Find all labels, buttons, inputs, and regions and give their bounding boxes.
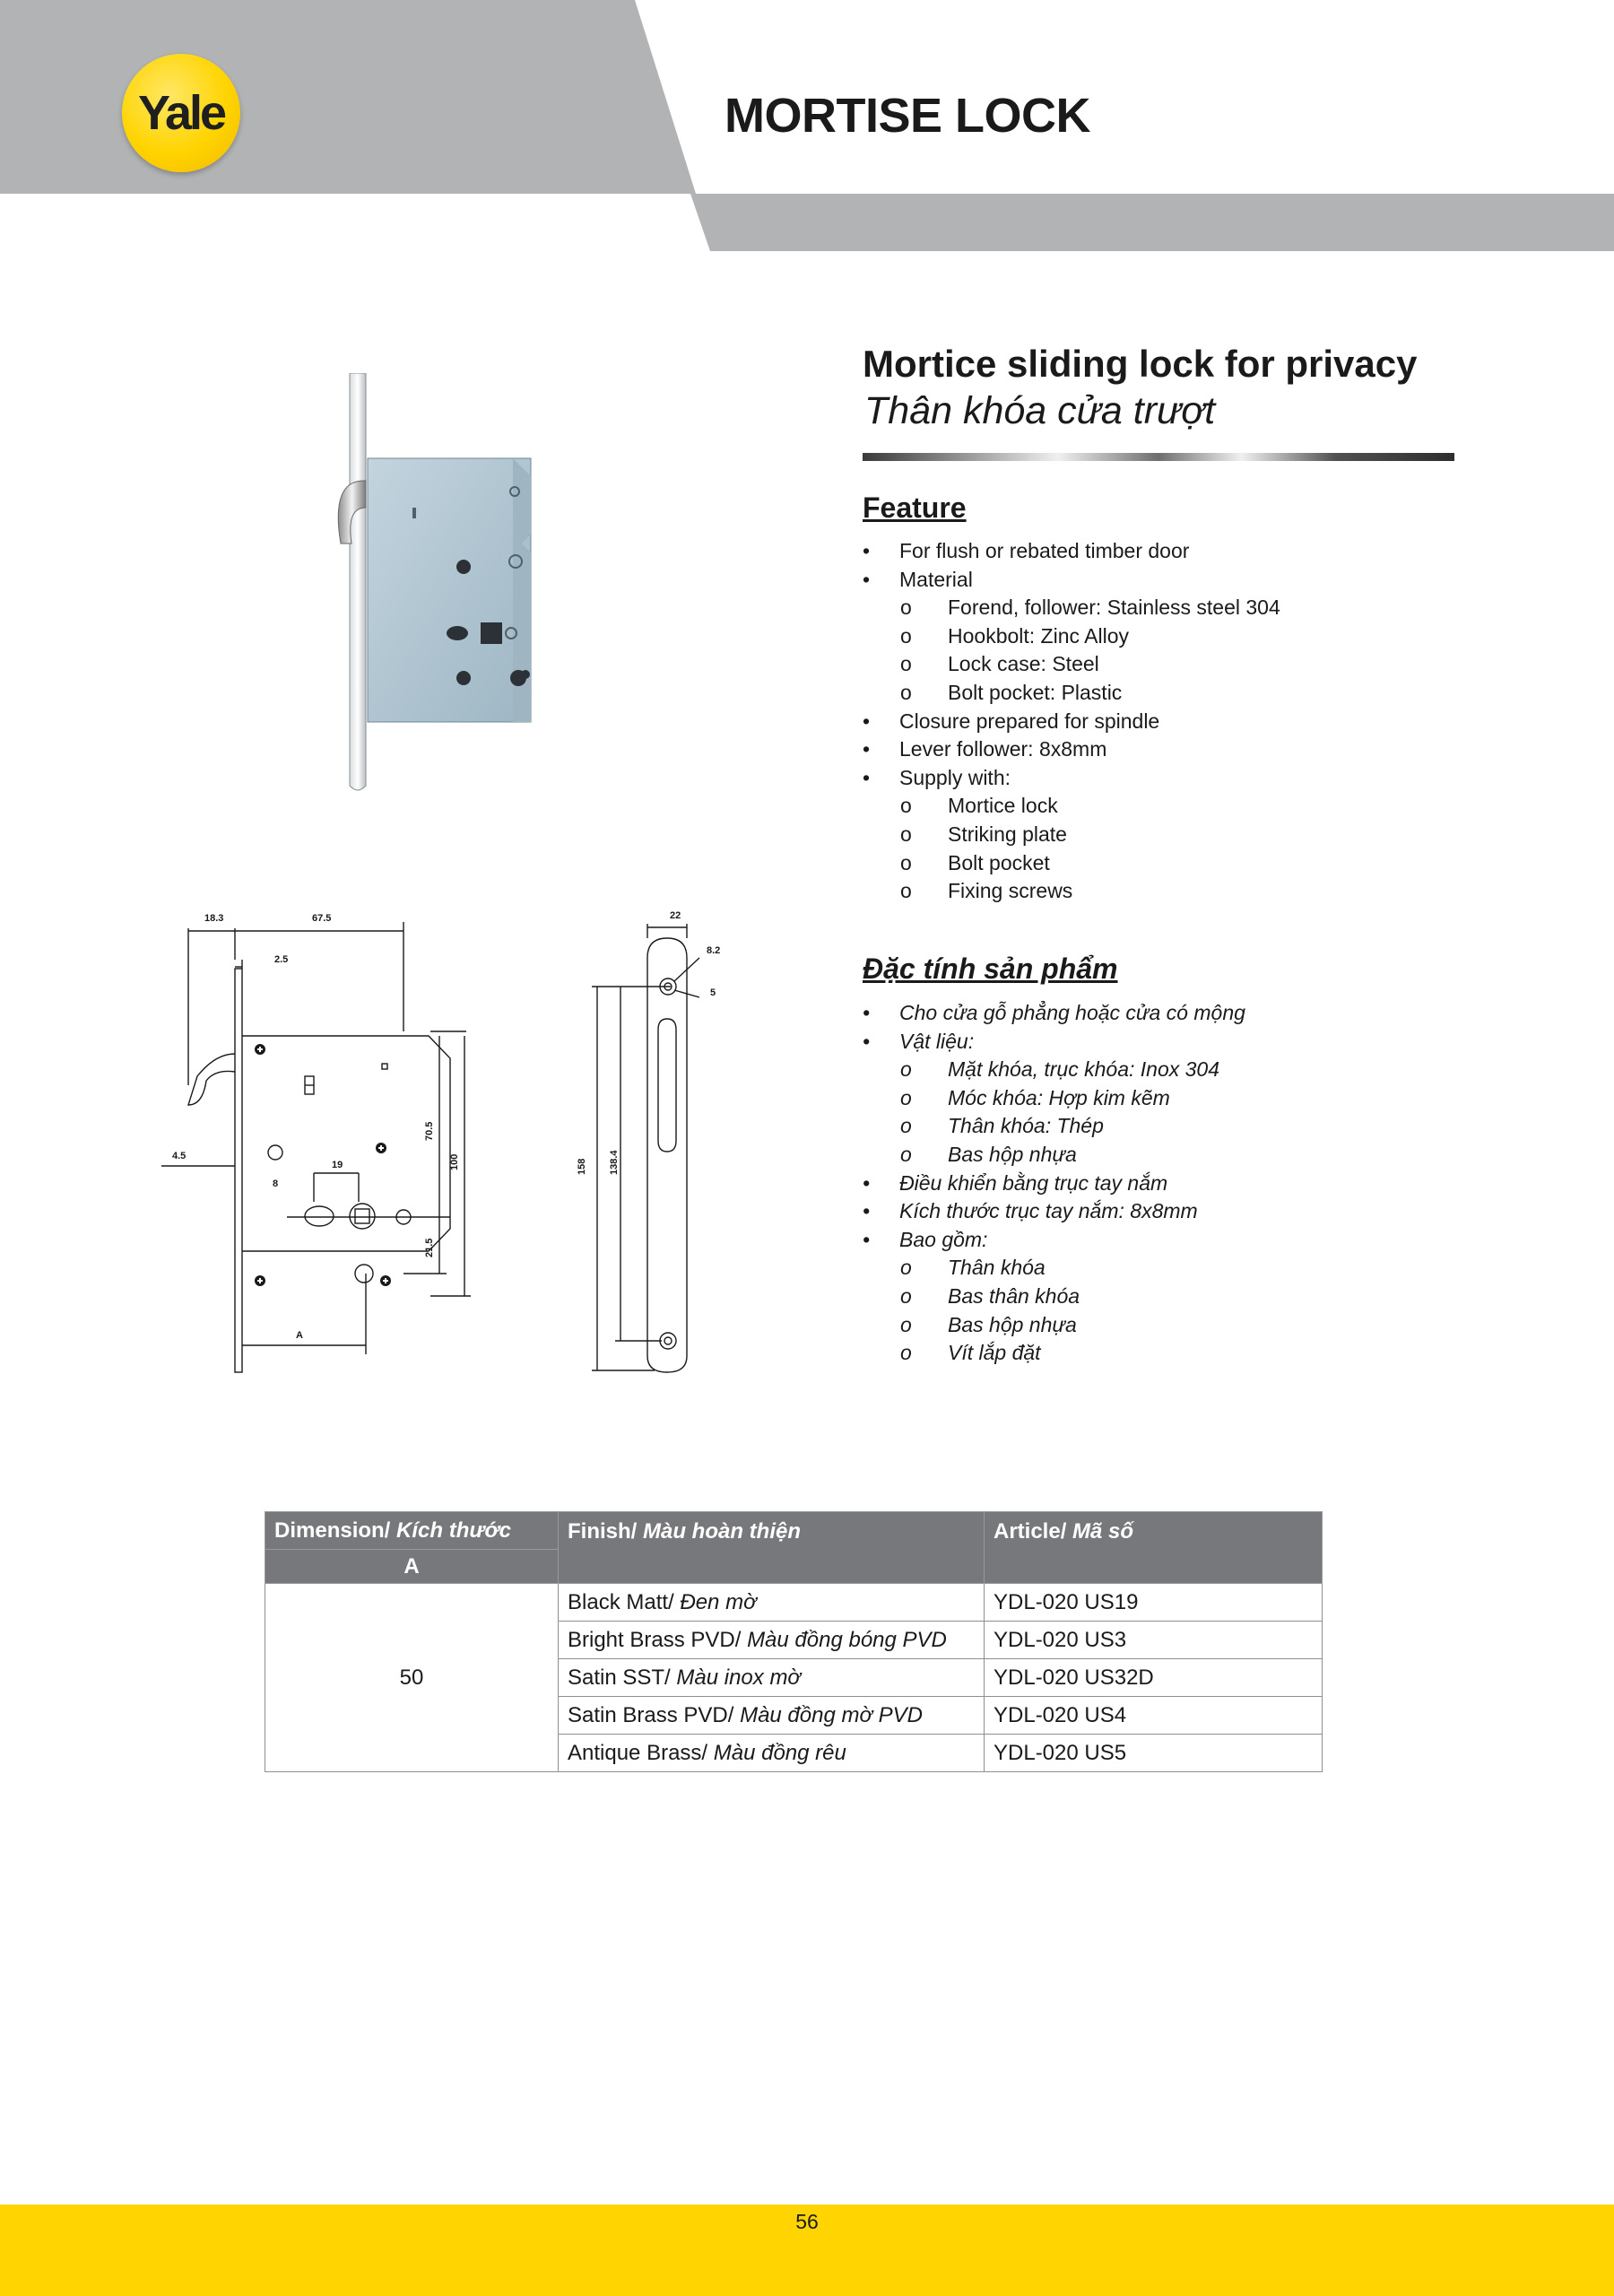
sub-bullet-marker: o (900, 1283, 912, 1308)
yale-logo: Yale (122, 54, 240, 172)
feature-vi-item-text: Vít lắp đặt (948, 1341, 1041, 1365)
bullet-marker: • (863, 539, 871, 562)
feature-item-text: Fixing screws (948, 879, 1073, 903)
dimension-cell: 50 (265, 1584, 559, 1772)
finish-cell: Satin Brass PVD/ Màu đồng mờ PVD (559, 1697, 985, 1735)
bullet-marker: • (863, 765, 871, 789)
feature-item-text: Material (899, 567, 973, 591)
feature-item (863, 735, 1280, 764)
bullet-marker: • (863, 737, 871, 761)
article-cell: YDL-020 US3 (985, 1622, 1323, 1659)
dim-67-5: 67.5 (312, 913, 332, 924)
feature-vi-item-text: Cho cửa gỗ phẳng hoặc cửa có mộng (899, 1001, 1245, 1024)
feature-item (863, 566, 1280, 595)
feature-vi-item-text: Bas hộp nhựa (948, 1142, 1077, 1166)
bullet-marker: • (863, 1227, 871, 1251)
finish-cell: Satin SST/ Màu inox mờ (559, 1659, 985, 1697)
bullet-marker: • (863, 709, 871, 733)
front-view-drawing (161, 897, 493, 1381)
sub-bullet-marker: o (900, 1057, 912, 1082)
feature-item-text: Lever follower: 8x8mm (899, 737, 1107, 761)
bullet-marker: • (863, 1029, 871, 1053)
bullet-marker: • (863, 1001, 871, 1024)
feature-vi-item-text: Điều khiển bằng trục tay nắm (899, 1170, 1168, 1195)
feature-item (863, 679, 1280, 708)
feature-item-text: Supply with: (899, 765, 1011, 789)
bullet-marker: • (863, 1199, 871, 1223)
sub-bullet-marker: o (900, 1341, 912, 1365)
header-dimension: Dimension/ Kích thước (265, 1512, 559, 1550)
bullet-marker: • (863, 567, 871, 591)
finish-cell: Black Matt/ Đen mờ (559, 1584, 985, 1622)
dim-138-4: 138.4 (609, 1150, 620, 1175)
feature-heading-vi: Đặc tính sản phẩm (863, 952, 1118, 985)
sub-bullet-marker: o (900, 1142, 912, 1166)
feature-vi-item (863, 1112, 1245, 1141)
feature-item (863, 849, 1280, 878)
feature-vi-item (863, 1339, 1245, 1368)
article-cell: YDL-020 US19 (985, 1584, 1323, 1622)
dim-5: 5 (710, 987, 716, 998)
feature-vi-item (863, 1254, 1245, 1283)
feature-item (863, 877, 1280, 906)
dim-21-5: 21.5 (424, 1238, 435, 1257)
feature-vi-item (863, 999, 1245, 1028)
feature-list-vi (863, 999, 1245, 1368)
feature-vi-item-text: Bas hộp nhựa (948, 1312, 1077, 1336)
feature-item-text: Closure prepared for spindle (899, 709, 1160, 733)
product-title: Mortice sliding lock for privacy (863, 343, 1418, 385)
feature-vi-item (863, 1028, 1245, 1057)
feature-item-text: Mortice lock (948, 794, 1058, 818)
article-cell: YDL-020 US32D (985, 1659, 1323, 1697)
feature-item-text: Lock case: Steel (948, 652, 1099, 676)
dim-19: 19 (332, 1160, 343, 1170)
feature-vi-item-text: Kích thước trục tay nắm: 8x8mm (899, 1199, 1198, 1223)
feature-item-text: Bolt pocket: Plastic (948, 680, 1123, 704)
side-view-drawing (565, 897, 744, 1381)
feature-list (863, 537, 1280, 906)
product-photo (323, 373, 574, 795)
feature-heading: Feature (863, 491, 967, 524)
feature-item-text: Striking plate (948, 822, 1067, 846)
feature-vi-item-text: Bas thân khóa (948, 1283, 1080, 1308)
feature-item (863, 650, 1280, 679)
sub-bullet-marker: o (900, 652, 912, 676)
bullet-marker: • (863, 1170, 871, 1195)
dim-158: 158 (577, 1158, 587, 1175)
sub-bullet-marker: o (900, 680, 912, 704)
sub-bullet-marker: o (900, 822, 912, 846)
feature-item (863, 792, 1280, 821)
dim-22: 22 (670, 910, 681, 921)
sub-bullet-marker: o (900, 1085, 912, 1109)
header-dimension-a: A (265, 1550, 559, 1584)
table-row (265, 1584, 1323, 1622)
feature-item-text: For flush or rebated timber door (899, 539, 1190, 562)
spec-table (265, 1511, 1323, 1772)
header-article: Article/ Mã số (985, 1512, 1323, 1584)
feature-item-text: Forend, follower: Stainless steel 304 (948, 596, 1280, 620)
feature-vi-item-text: Vật liệu: (899, 1029, 975, 1053)
sub-bullet-marker: o (900, 623, 912, 648)
sub-bullet-marker: o (900, 1256, 912, 1280)
feature-vi-item-text: Thân khóa (948, 1256, 1046, 1280)
feature-item-text: Bolt pocket (948, 850, 1050, 874)
title-divider (863, 453, 1454, 461)
feature-vi-item (863, 1170, 1245, 1198)
feature-vi-item-text: Mặt khóa, trục khóa: Inox 304 (948, 1057, 1220, 1082)
dim-8: 8 (273, 1178, 279, 1189)
feature-item (863, 537, 1280, 566)
article-cell: YDL-020 US5 (985, 1735, 1323, 1772)
feature-vi-item (863, 1056, 1245, 1084)
dim-a: A (296, 1330, 303, 1341)
dim-2-5: 2.5 (274, 954, 289, 965)
dim-18-3: 18.3 (204, 913, 224, 924)
page-title: MORTISE LOCK (725, 89, 1090, 143)
feature-vi-item (863, 1311, 1245, 1340)
dim-8-2: 8.2 (707, 945, 721, 956)
dim-70-5: 70.5 (424, 1121, 435, 1141)
sub-bullet-marker: o (900, 879, 912, 903)
feature-vi-item-text: Móc khóa: Hợp kim kẽm (948, 1085, 1170, 1109)
feature-vi-item (863, 1197, 1245, 1226)
sub-bullet-marker: o (900, 1114, 912, 1138)
article-cell: YDL-020 US4 (985, 1697, 1323, 1735)
sub-bullet-marker: o (900, 1312, 912, 1336)
feature-vi-item (863, 1226, 1245, 1255)
finish-cell: Antique Brass/ Màu đồng rêu (559, 1735, 985, 1772)
product-subtitle: Thân khóa cửa trượt (864, 389, 1216, 432)
feature-vi-item-text: Bao gồm: (899, 1227, 988, 1251)
feature-item (863, 821, 1280, 849)
feature-item (863, 594, 1280, 622)
dim-100: 100 (449, 1153, 460, 1170)
feature-vi-item-text: Thân khóa: Thép (948, 1114, 1104, 1138)
dim-4-5: 4.5 (172, 1151, 187, 1161)
feature-item-text: Hookbolt: Zinc Alloy (948, 623, 1129, 648)
feature-item (863, 622, 1280, 651)
feature-item (863, 708, 1280, 736)
feature-vi-item (863, 1084, 1245, 1113)
sub-bullet-marker: o (900, 794, 912, 818)
header-finish: Finish/ Màu hoàn thiện (559, 1512, 985, 1584)
feature-item (863, 764, 1280, 793)
finish-cell: Bright Brass PVD/ Màu đồng bóng PVD (559, 1622, 985, 1659)
sub-bullet-marker: o (900, 850, 912, 874)
feature-vi-item (863, 1283, 1245, 1311)
sub-bullet-marker: o (900, 596, 912, 620)
feature-vi-item (863, 1141, 1245, 1170)
page-number: 56 (795, 2210, 819, 2233)
